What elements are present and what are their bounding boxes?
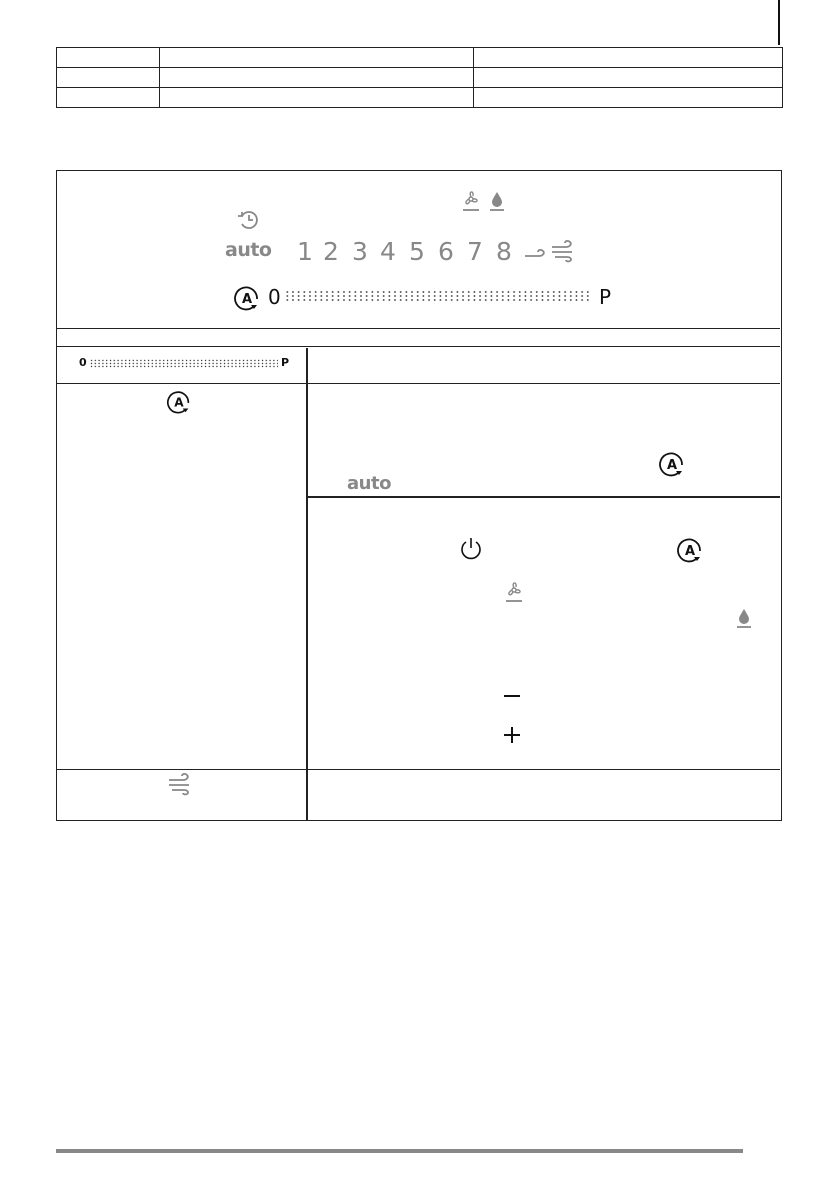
breeze-icon[interactable] xyxy=(523,242,549,262)
cell-divider xyxy=(306,496,780,498)
slider-row-min: 0 xyxy=(79,356,87,369)
intensive-breeze-icon xyxy=(167,772,195,796)
slider-row-track xyxy=(90,359,278,368)
slider-min-label: 0 xyxy=(268,285,281,309)
intensive-breeze-icon[interactable] xyxy=(550,239,578,263)
slider-row xyxy=(57,348,780,384)
control-panel-illustration xyxy=(57,171,780,329)
svg-text:A: A xyxy=(684,544,696,559)
slider-track[interactable] xyxy=(285,290,591,302)
speed-level-7[interactable]: 7 xyxy=(467,237,483,266)
breeze-row xyxy=(57,771,780,820)
table-header-band xyxy=(57,328,780,347)
fan-icon[interactable] xyxy=(460,190,482,212)
speed-level-4[interactable]: 4 xyxy=(380,237,396,266)
minus-icon xyxy=(503,687,521,705)
auto-label: auto xyxy=(225,239,272,261)
slider-row-illustration xyxy=(79,356,289,372)
power-icon xyxy=(458,536,484,562)
auto-mode-icon xyxy=(165,388,193,416)
grease-filter-icon[interactable] xyxy=(487,190,507,212)
control-panel-table xyxy=(56,170,782,821)
plus-icon xyxy=(503,726,521,744)
auto-mode-icon[interactable] xyxy=(232,283,262,313)
timer-icon xyxy=(235,207,261,231)
speed-level-5[interactable]: 5 xyxy=(409,237,425,266)
table-row xyxy=(57,88,783,108)
speed-level-8[interactable]: 8 xyxy=(496,237,512,266)
grease-filter-icon xyxy=(734,607,754,629)
svg-text:A: A xyxy=(174,395,184,410)
speed-level-1[interactable]: 1 xyxy=(297,237,313,266)
header-table xyxy=(56,47,783,108)
table-row xyxy=(57,48,783,68)
svg-text:A: A xyxy=(241,292,253,307)
auto-label-inline: auto xyxy=(347,473,391,494)
crop-mark xyxy=(778,0,780,45)
auto-mode-icon xyxy=(657,449,687,479)
auto-mode-icon xyxy=(675,535,705,565)
fan-icon xyxy=(503,581,525,603)
table-row xyxy=(57,68,783,88)
footer-rule xyxy=(56,1149,743,1153)
slider-max-label: P xyxy=(599,285,612,309)
speed-level-2[interactable]: 2 xyxy=(323,237,339,266)
speed-level-3[interactable]: 3 xyxy=(352,237,368,266)
slider-row-max: P xyxy=(281,356,290,369)
auto-mode-row xyxy=(57,385,780,770)
speed-level-6[interactable]: 6 xyxy=(438,237,454,266)
svg-text:A: A xyxy=(666,458,678,473)
column-divider xyxy=(306,348,308,820)
